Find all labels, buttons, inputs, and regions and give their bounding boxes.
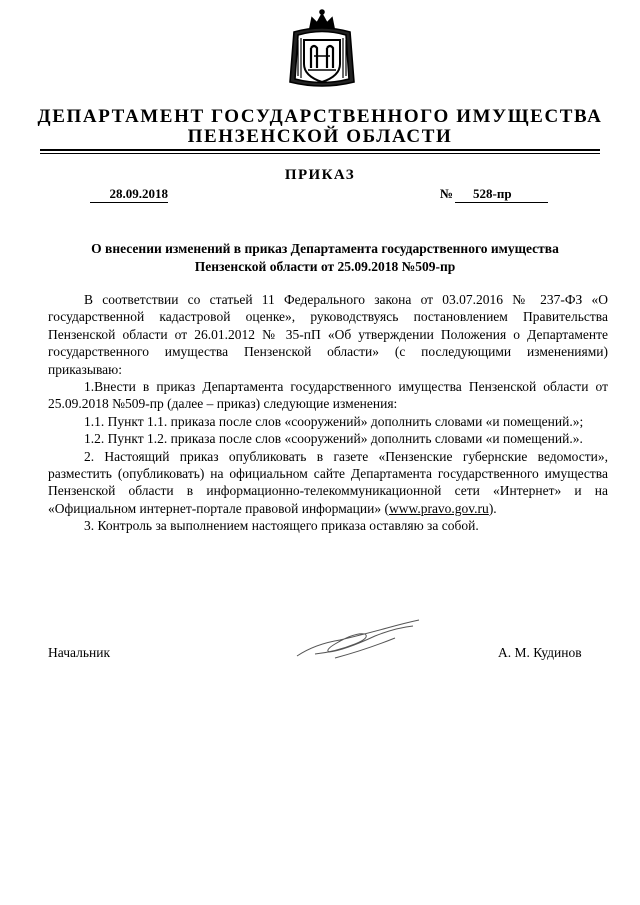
body-paragraph-item1: 1.Внести в приказ Департамента государственного имущества Пензенской области от 25.09.2018 №509-пр (далее – приказ) следующие изменения:	[48, 379, 608, 412]
document-type-heading: ПРИКАЗ	[284, 167, 356, 183]
signatory-name: А. М. Кудинов	[498, 645, 582, 660]
signatory-position: Начальник	[48, 645, 111, 660]
pravo-gov-link[interactable]: www.pravo.gov.ru	[388, 500, 489, 516]
subject-line1: О внесении изменений в приказ Департамента государственного имущества	[91, 241, 559, 256]
body-paragraph-item3: 3. Контроль за выполнением настоящего приказа оставляю за собой.	[84, 518, 479, 534]
body-paragraph-item2	[48, 448, 608, 518]
item2-text: 2. Настоящий приказ опубликовать в газете «Пензенские губернские ведомости», разместить (опубликовать) на официальном сайте Департамента государственного имущества Пензенской области в информационно-телекоммуникационной сети «Интернет» и на «Официальном интернет-портале правовой информации» (	[48, 448, 608, 516]
document-date-value: 28.09.2018	[90, 186, 168, 203]
subject-line2: Пензенской области от 25.09.2018 №509-пр	[194, 259, 456, 274]
document-date	[90, 186, 168, 203]
document-body	[48, 291, 608, 535]
body-paragraph-item1-2: 1.2. Пункт 1.2. приказа после слов «сооружений» дополнить словами «и помещений.».	[84, 431, 583, 447]
body-paragraph-item1-1: 1.1. Пункт 1.1. приказа после слов «сооружений» дополнить словами «и помещений.»;	[84, 413, 584, 429]
document-number-label: №	[440, 186, 454, 201]
header-divider-thin	[40, 153, 600, 154]
handwritten-signature	[295, 614, 425, 664]
item2-text-end: ).	[488, 500, 497, 516]
department-title-line1: ДЕПАРТАМЕНТ ГОСУДАРСТВЕННОГО ИМУЩЕСТВА	[37, 106, 603, 127]
document-subject	[60, 240, 590, 276]
coat-of-arms-emblem	[284, 6, 360, 92]
header-divider-thick	[40, 149, 600, 151]
document-number-value: 528-пр	[455, 186, 548, 203]
department-title-line2: ПЕНЗЕНСКОЙ ОБЛАСТИ	[187, 126, 453, 147]
body-paragraph-preamble: В соответствии со статьей 11 Федерального закона от 03.07.2016 № 237-ФЗ «О государственной кадастровой оценке», руководствуясь постановлением Правительства Пензенской области от 26.01.2012 № 35-пП «Об утверждении Положения о Департаменте государственного имущества Пензенской области» (с последующими изменениями) приказываю:	[48, 292, 608, 377]
